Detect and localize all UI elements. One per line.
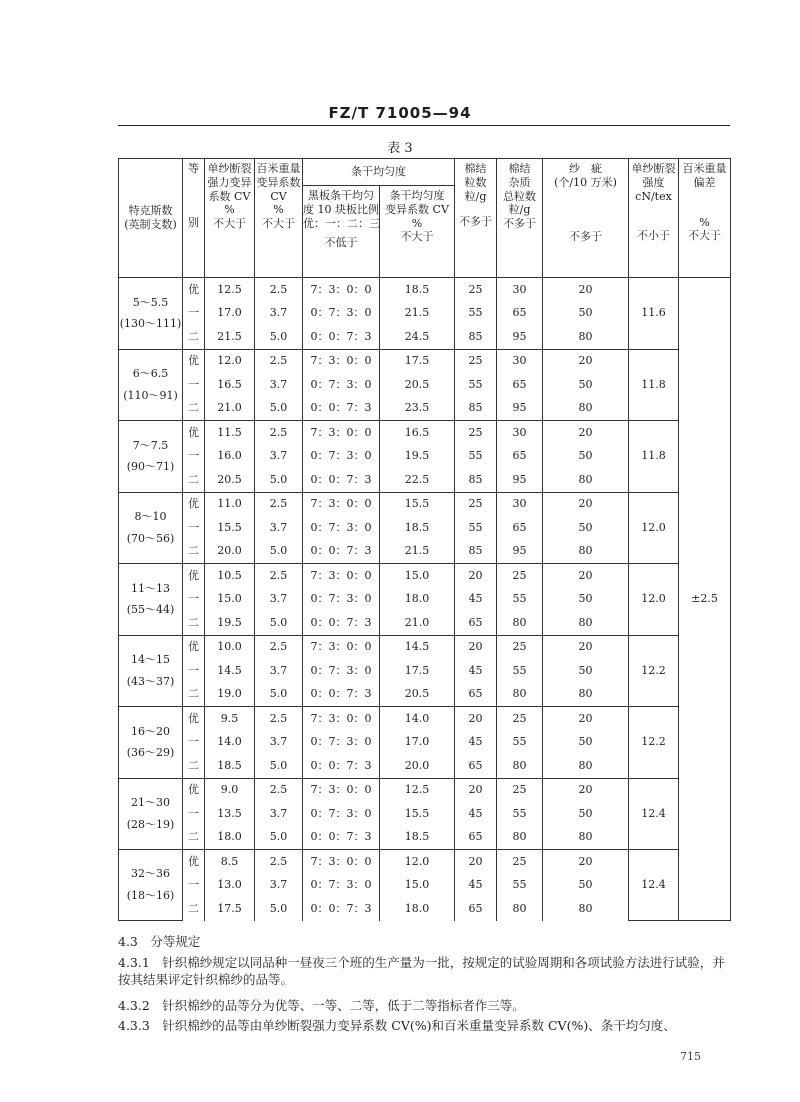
blackboard-ratio-cell: 0：0：7：3 — [303, 325, 380, 349]
single-cv-cell: 15.5 — [205, 516, 255, 540]
neps-cell: 45 — [455, 588, 497, 612]
spec-cell — [119, 278, 183, 350]
strength-cell: 12.2 — [629, 707, 679, 779]
neps-cell: 25 — [455, 278, 497, 302]
blackboard-ratio-cell: 7：3：0：0 — [303, 349, 380, 373]
grade-cell: 一 — [183, 516, 205, 540]
grade-cell: 二 — [183, 468, 205, 492]
neps-total-cell: 65 — [497, 516, 543, 540]
blackboard-ratio-cell: 7：3：0：0 — [303, 421, 380, 445]
blackboard-ratio-cell: 0：7：3：0 — [303, 302, 380, 326]
single-cv-cell: 9.5 — [205, 707, 255, 731]
neps-total-cell: 95 — [497, 325, 543, 349]
single-cv-cell: 8.5 — [205, 850, 255, 874]
evenness-cv-cell: 15.5 — [380, 492, 455, 516]
hundred-cv-cell: 3.7 — [255, 588, 303, 612]
evenness-cv-cell: 18.5 — [380, 278, 455, 302]
blackboard-ratio-cell: 0：0：7：3 — [303, 826, 380, 850]
evenness-cv-cell: 17.0 — [380, 731, 455, 755]
defects-cell: 50 — [543, 588, 629, 612]
evenness-cv-cell: 21.0 — [380, 611, 455, 635]
hundred-cv-cell: 3.7 — [255, 874, 303, 898]
neps-total-cell: 25 — [497, 778, 543, 802]
evenness-cv-cell: 21.5 — [380, 540, 455, 564]
hundred-cv-cell: 2.5 — [255, 778, 303, 802]
single-cv-cell: 21.5 — [205, 325, 255, 349]
neps-cell: 65 — [455, 611, 497, 635]
evenness-cv-cell: 15.0 — [380, 874, 455, 898]
tex-range: 32～36 — [131, 867, 170, 881]
hundred-cv-cell: 2.5 — [255, 564, 303, 588]
hundred-cv-cell: 3.7 — [255, 373, 303, 397]
tex-range: 8～10 — [134, 510, 167, 523]
evenness-cv-cell: 20.5 — [380, 683, 455, 707]
grade-cell: 一 — [183, 445, 205, 469]
spec-cell — [119, 492, 183, 564]
grade-cell: 一 — [183, 731, 205, 755]
single-cv-cell: 18.0 — [205, 826, 255, 850]
table-row — [119, 564, 731, 588]
grade-cell: 二 — [183, 397, 205, 421]
grade-cell: 优 — [183, 850, 205, 874]
grade-cell: 一 — [183, 802, 205, 826]
neps-total-cell: 95 — [497, 397, 543, 421]
tex-range: 14～15 — [131, 653, 170, 666]
defects-cell: 80 — [543, 540, 629, 564]
neps-cell: 55 — [455, 516, 497, 540]
table-row — [119, 278, 731, 302]
hundred-cv-cell: 5.0 — [255, 897, 303, 921]
defects-cell: 50 — [543, 373, 629, 397]
neps-cell: 20 — [455, 778, 497, 802]
neps-total-cell: 25 — [497, 564, 543, 588]
neps-total-cell: 30 — [497, 349, 543, 373]
evenness-cv-cell: 17.5 — [380, 349, 455, 373]
blackboard-ratio-cell: 0：0：7：3 — [303, 397, 380, 421]
evenness-cv-cell: 20.5 — [380, 373, 455, 397]
evenness-cv-cell: 18.5 — [380, 826, 455, 850]
defects-cell: 80 — [543, 683, 629, 707]
defects-cell: 80 — [543, 325, 629, 349]
english-count-range: (55～44) — [126, 603, 175, 617]
grade-cell: 优 — [183, 278, 205, 302]
grade-cell: 优 — [183, 492, 205, 516]
neps-cell: 85 — [455, 397, 497, 421]
strength-cell: 11.6 — [629, 278, 679, 350]
single-cv-cell: 12.5 — [205, 278, 255, 302]
strength-cell: 12.4 — [629, 778, 679, 850]
table-title: 表 3 — [387, 141, 413, 156]
neps-cell: 20 — [455, 564, 497, 588]
col-grade-header: 等 别 — [183, 159, 205, 278]
single-cv-cell: 19.0 — [205, 683, 255, 707]
defects-cell: 20 — [543, 564, 629, 588]
col-neps-impurity-header: 棉结 杂质 总粒数 粒/g 不多于 — [497, 159, 543, 278]
grade-cell: 一 — [183, 588, 205, 612]
defects-cell: 50 — [543, 659, 629, 683]
grade-cell: 二 — [183, 683, 205, 707]
col-spec-header: 特克斯数 (英制支数) — [119, 159, 183, 278]
blackboard-ratio-cell: 7：3：0：0 — [303, 778, 380, 802]
neps-total-cell: 95 — [497, 540, 543, 564]
neps-cell: 20 — [455, 635, 497, 659]
neps-total-cell: 30 — [497, 492, 543, 516]
english-count-range: (43～37) — [126, 674, 175, 688]
hundred-cv-cell: 3.7 — [255, 802, 303, 826]
spec-table — [118, 158, 731, 921]
tex-range: 6～6.5 — [132, 367, 169, 380]
col-single-cv-header: 单纱断裂 强力变异 系数 CV % 不大于 — [205, 159, 255, 278]
neps-total-cell: 80 — [497, 683, 543, 707]
blackboard-ratio-cell: 0：0：7：3 — [303, 897, 380, 921]
blackboard-ratio-cell: 0：7：3：0 — [303, 874, 380, 898]
single-cv-cell: 15.0 — [205, 588, 255, 612]
grade-cell: 一 — [183, 302, 205, 326]
neps-cell: 25 — [455, 349, 497, 373]
hundred-cv-cell: 5.0 — [255, 754, 303, 778]
section-heading: 4.3 分等规定 — [118, 934, 201, 949]
evenness-cv-cell: 14.5 — [380, 635, 455, 659]
single-cv-cell: 14.5 — [205, 659, 255, 683]
evenness-cv-cell: 14.0 — [380, 707, 455, 731]
blackboard-ratio-cell: 0：7：3：0 — [303, 588, 380, 612]
single-cv-cell: 21.0 — [205, 397, 255, 421]
neps-cell: 65 — [455, 754, 497, 778]
strength-cell: 12.4 — [629, 850, 679, 921]
neps-cell: 45 — [455, 874, 497, 898]
english-count-range: (70～56) — [126, 531, 175, 545]
neps-total-cell: 25 — [497, 850, 543, 874]
hundred-cv-cell: 3.7 — [255, 731, 303, 755]
tex-range: 11～13 — [131, 581, 170, 595]
evenness-cv-cell: 21.5 — [380, 302, 455, 326]
strength-cell: 12.0 — [629, 564, 679, 636]
blackboard-ratio-cell: 0：0：7：3 — [303, 611, 380, 635]
hundred-cv-cell: 5.0 — [255, 325, 303, 349]
hundred-cv-cell: 3.7 — [255, 516, 303, 540]
hundred-cv-cell: 3.7 — [255, 445, 303, 469]
blackboard-ratio-cell: 7：3：0：0 — [303, 707, 380, 731]
hundred-cv-cell: 5.0 — [255, 540, 303, 564]
evenness-cv-cell: 17.5 — [380, 659, 455, 683]
evenness-cv-cell: 18.5 — [380, 516, 455, 540]
blackboard-ratio-cell: 0：7：3：0 — [303, 731, 380, 755]
blackboard-ratio-cell: 7：3：0：0 — [303, 635, 380, 659]
spec-cell — [119, 421, 183, 493]
evenness-cv-cell: 12.5 — [380, 778, 455, 802]
tex-range: 7～7.5 — [132, 438, 169, 452]
defects-cell: 50 — [543, 445, 629, 469]
neps-total-cell: 80 — [497, 611, 543, 635]
evenness-cv-cell: 15.0 — [380, 564, 455, 588]
neps-cell: 45 — [455, 802, 497, 826]
single-cv-cell: 13.5 — [205, 802, 255, 826]
blackboard-ratio-cell: 0：0：7：3 — [303, 683, 380, 707]
defects-cell: 80 — [543, 468, 629, 492]
defects-cell: 50 — [543, 731, 629, 755]
evenness-cv-cell: 18.0 — [380, 588, 455, 612]
paragraph-4-3-3: 4.3.3 针织棉纱的品等由单纱断裂强力变异系数 CV(%)和百米重量变异系数 CV(%)、条干均匀度、 — [118, 1018, 676, 1033]
blackboard-ratio-cell: 0：0：7：3 — [303, 468, 380, 492]
defects-cell: 80 — [543, 611, 629, 635]
strength-cell: 12.2 — [629, 635, 679, 707]
blackboard-ratio-cell: 0：7：3：0 — [303, 373, 380, 397]
blackboard-ratio-cell: 0：0：7：3 — [303, 540, 380, 564]
grade-cell: 二 — [183, 325, 205, 349]
header-rule — [118, 125, 730, 126]
single-cv-cell: 10.0 — [205, 635, 255, 659]
defects-cell: 50 — [543, 302, 629, 326]
grade-cell: 二 — [183, 540, 205, 564]
defects-cell: 80 — [543, 826, 629, 850]
grade-cell: 一 — [183, 373, 205, 397]
evenness-cv-cell: 18.0 — [380, 897, 455, 921]
blackboard-ratio-cell: 7：3：0：0 — [303, 492, 380, 516]
blackboard-ratio-cell: 0：7：3：0 — [303, 659, 380, 683]
neps-total-cell: 95 — [497, 468, 543, 492]
grade-cell: 优 — [183, 707, 205, 731]
hundred-cv-cell: 3.7 — [255, 659, 303, 683]
col-strength-header: 单纱断裂 强度 cN/tex 不小于 — [629, 159, 679, 278]
neps-cell: 85 — [455, 540, 497, 564]
neps-cell: 65 — [455, 826, 497, 850]
weight-deviation-cell: ±2.5 — [679, 278, 731, 921]
evenness-cv-cell: 19.5 — [380, 445, 455, 469]
neps-cell: 20 — [455, 850, 497, 874]
grade-cell: 二 — [183, 826, 205, 850]
strength-cell: 11.8 — [629, 421, 679, 493]
neps-total-cell: 80 — [497, 897, 543, 921]
blackboard-ratio-cell: 0：0：7：3 — [303, 754, 380, 778]
neps-total-cell: 65 — [497, 302, 543, 326]
table-row — [119, 778, 731, 802]
grade-cell: 二 — [183, 897, 205, 921]
paragraph-4-3-2: 4.3.2 针织棉纱的品等分为优等、一等、二等，低于二等指标者作三等。 — [118, 998, 525, 1013]
grade-cell: 一 — [183, 659, 205, 683]
hundred-cv-cell: 5.0 — [255, 683, 303, 707]
evenness-cv-cell: 20.0 — [380, 754, 455, 778]
table-row — [119, 349, 731, 373]
single-cv-cell: 11.0 — [205, 492, 255, 516]
strength-cell: 12.0 — [629, 492, 679, 564]
spec-cell — [119, 707, 183, 779]
defects-cell: 50 — [543, 874, 629, 898]
col-defects-header: 纱 疵 (个/10 万米) 不多于 — [543, 159, 629, 278]
hundred-cv-cell: 5.0 — [255, 826, 303, 850]
neps-total-cell: 80 — [497, 826, 543, 850]
hundred-cv-cell: 2.5 — [255, 278, 303, 302]
neps-total-cell: 55 — [497, 802, 543, 826]
neps-total-cell: 25 — [497, 635, 543, 659]
neps-total-cell: 55 — [497, 659, 543, 683]
table-row — [119, 850, 731, 874]
hundred-cv-cell: 5.0 — [255, 611, 303, 635]
single-cv-cell: 18.5 — [205, 754, 255, 778]
defects-cell: 50 — [543, 516, 629, 540]
neps-cell: 25 — [455, 492, 497, 516]
paragraph-4-3-1: 4.3.1 针织棉纱规定以同品种一昼夜三个班的生产量为一批，按规定的试验周期和各项试验方法进行试验，并按其结果评定针织棉纱的品等。 — [118, 955, 725, 987]
neps-cell: 45 — [455, 659, 497, 683]
english-count-range: (110～91) — [123, 388, 178, 402]
blackboard-ratio-cell: 7：3：0：0 — [303, 850, 380, 874]
defects-cell: 20 — [543, 492, 629, 516]
grade-cell: 优 — [183, 564, 205, 588]
hundred-cv-cell: 2.5 — [255, 492, 303, 516]
table-row — [119, 707, 731, 731]
spec-cell — [119, 850, 183, 921]
english-count-range: (90～71) — [126, 460, 175, 474]
neps-cell: 55 — [455, 445, 497, 469]
col-neps-header: 棉结 粒数 粒/g 不多于 — [455, 159, 497, 278]
single-cv-cell: 10.5 — [205, 564, 255, 588]
neps-total-cell: 55 — [497, 874, 543, 898]
tex-range: 16～20 — [131, 724, 170, 738]
neps-cell: 85 — [455, 325, 497, 349]
grade-cell: 优 — [183, 778, 205, 802]
spec-cell — [119, 778, 183, 850]
evenness-cv-cell: 12.0 — [380, 850, 455, 874]
standard-code: FZ/T 71005—94 — [328, 104, 472, 122]
grade-cell: 优 — [183, 635, 205, 659]
single-cv-cell: 19.5 — [205, 611, 255, 635]
col-weight-dev-header: 百米重量 偏差 % 不大于 — [679, 159, 731, 278]
neps-cell: 45 — [455, 731, 497, 755]
hundred-cv-cell: 2.5 — [255, 349, 303, 373]
neps-total-cell: 55 — [497, 588, 543, 612]
grade-cell: 二 — [183, 611, 205, 635]
defects-cell: 20 — [543, 778, 629, 802]
evenness-cv-cell: 15.5 — [380, 802, 455, 826]
neps-total-cell: 65 — [497, 445, 543, 469]
defects-cell: 50 — [543, 802, 629, 826]
spec-cell — [119, 349, 183, 421]
hundred-cv-cell: 2.5 — [255, 421, 303, 445]
grade-cell: 优 — [183, 421, 205, 445]
evenness-cv-cell: 16.5 — [380, 421, 455, 445]
hundred-cv-cell: 5.0 — [255, 397, 303, 421]
neps-cell: 25 — [455, 421, 497, 445]
neps-total-cell: 30 — [497, 421, 543, 445]
neps-cell: 65 — [455, 897, 497, 921]
defects-cell: 20 — [543, 349, 629, 373]
single-cv-cell: 20.0 — [205, 540, 255, 564]
blackboard-ratio-cell: 0：7：3：0 — [303, 445, 380, 469]
single-cv-cell: 17.5 — [205, 897, 255, 921]
neps-total-cell: 65 — [497, 373, 543, 397]
single-cv-cell: 11.5 — [205, 421, 255, 445]
neps-cell: 20 — [455, 707, 497, 731]
single-cv-cell: 12.0 — [205, 349, 255, 373]
col-hundred-cv-header: 百米重量 变异系数 CV % 不大于 — [255, 159, 303, 278]
grade-cell: 二 — [183, 754, 205, 778]
single-cv-cell: 20.5 — [205, 468, 255, 492]
blackboard-ratio-cell: 0：7：3：0 — [303, 802, 380, 826]
evenness-cv-cell: 24.5 — [380, 325, 455, 349]
hundred-cv-cell: 2.5 — [255, 635, 303, 659]
defects-cell: 80 — [543, 397, 629, 421]
col-blackboard-header: 黑板条干均匀 度 10 块板比例 优：一：二：三 不低于 — [303, 186, 380, 278]
neps-cell: 85 — [455, 468, 497, 492]
defects-cell: 20 — [543, 707, 629, 731]
spec-table-body — [119, 278, 731, 921]
single-cv-cell: 14.0 — [205, 731, 255, 755]
blackboard-ratio-cell: 7：3：0：0 — [303, 278, 380, 302]
single-cv-cell: 17.0 — [205, 302, 255, 326]
table-row — [119, 421, 731, 445]
neps-cell: 65 — [455, 683, 497, 707]
col-evenness-group-header: 条干均匀度 — [303, 159, 455, 186]
english-count-range: (18～16) — [126, 889, 175, 902]
single-cv-cell: 9.0 — [205, 778, 255, 802]
spec-cell — [119, 635, 183, 707]
defects-cell: 20 — [543, 635, 629, 659]
hundred-cv-cell: 5.0 — [255, 468, 303, 492]
tex-range: 21～30 — [131, 796, 170, 809]
neps-total-cell: 30 — [497, 278, 543, 302]
evenness-cv-cell: 22.5 — [380, 468, 455, 492]
neps-cell: 55 — [455, 373, 497, 397]
single-cv-cell: 16.0 — [205, 445, 255, 469]
grade-cell: 一 — [183, 874, 205, 898]
blackboard-ratio-cell: 7：3：0：0 — [303, 564, 380, 588]
single-cv-cell: 13.0 — [205, 874, 255, 898]
neps-total-cell: 25 — [497, 707, 543, 731]
hundred-cv-cell: 2.5 — [255, 850, 303, 874]
english-count-range: (28～19) — [126, 817, 175, 831]
neps-total-cell: 55 — [497, 731, 543, 755]
single-cv-cell: 16.5 — [205, 373, 255, 397]
defects-cell: 80 — [543, 754, 629, 778]
english-count-range: (130～111) — [119, 317, 182, 331]
evenness-cv-cell: 23.5 — [380, 397, 455, 421]
tex-range: 5～5.5 — [132, 295, 169, 309]
table-row — [119, 492, 731, 516]
defects-cell: 20 — [543, 278, 629, 302]
hundred-cv-cell: 2.5 — [255, 707, 303, 731]
defects-cell: 20 — [543, 421, 629, 445]
page-number: 715 — [680, 1050, 701, 1063]
col-evenness-cv-header: 条干均匀度 变异系数 CV % 不大于 — [380, 186, 455, 278]
blackboard-ratio-cell: 0：7：3：0 — [303, 516, 380, 540]
spec-cell — [119, 564, 183, 636]
table-row — [119, 635, 731, 659]
strength-cell: 11.8 — [629, 349, 679, 421]
defects-cell: 80 — [543, 897, 629, 921]
defects-cell: 20 — [543, 850, 629, 874]
english-count-range: (36～29) — [126, 746, 175, 760]
grade-cell: 优 — [183, 349, 205, 373]
neps-total-cell: 80 — [497, 754, 543, 778]
neps-cell: 55 — [455, 302, 497, 326]
hundred-cv-cell: 3.7 — [255, 302, 303, 326]
